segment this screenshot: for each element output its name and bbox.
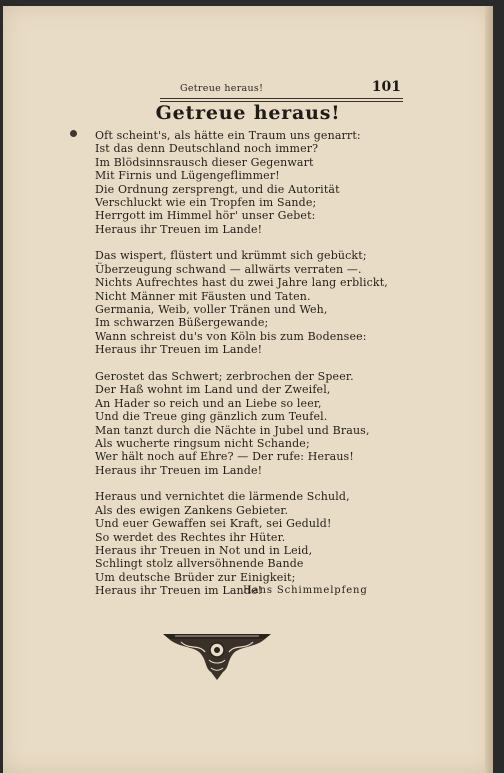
- verse-line: So werdet des Rechtes ihr Hüter.: [95, 530, 286, 544]
- verse-line: Und euer Gewaffen sei Kraft, sei Geduld!: [95, 517, 332, 531]
- page-header: [160, 79, 403, 98]
- verse-line: Und die Treue ging gänzlich zum Teufel.: [95, 410, 328, 424]
- verse-line: Schlingt stolz allversöhnende Bande: [95, 557, 304, 571]
- stanza: [95, 129, 425, 236]
- verse-line: Mit Firnis und Lügengeflimmer!: [95, 169, 280, 183]
- verse-line: Nichts Aufrechtes hast du zwei Jahre lang erblickt,: [95, 276, 388, 290]
- author-signature: Hans Schimmelpfeng: [243, 585, 368, 596]
- verse-line: Im Blödsinnsrausch dieser Gegenwart: [95, 155, 314, 169]
- verse-line: Das wispert, flüstert und krümmt sich gebückt;: [95, 249, 367, 263]
- verse-line: Als wucherte ringsum nicht Schande;: [95, 436, 310, 450]
- stanza: [95, 370, 425, 477]
- verse-line: Heraus ihr Treuen im Lande!: [95, 463, 263, 477]
- verse-line: Im schwarzen Büßergewande;: [95, 316, 269, 330]
- ink-blot: [70, 130, 77, 137]
- verse-line: Heraus ihr Treuen im Lande!: [95, 584, 263, 598]
- verse-line: Heraus und vernichtet die lärmende Schuld,: [95, 490, 350, 504]
- page-number: 101: [371, 79, 401, 95]
- verse-line: Ist das denn Deutschland noch immer?: [95, 142, 319, 156]
- header-rule: [160, 98, 403, 99]
- running-title: Getreue heraus!: [180, 83, 264, 94]
- verse-line: Um deutsche Brüder zur Einigkeit;: [95, 570, 296, 584]
- verse-line: Als des ewigen Zankens Gebieter.: [95, 503, 289, 517]
- book-page: [3, 6, 493, 773]
- verse-line: Man tanzt durch die Nächte in Jubel und Braus,: [95, 423, 370, 437]
- verse-line: An Hader so reich und an Liebe so leer,: [95, 396, 322, 410]
- verse-line: Oft scheint's, als hätte ein Traum uns genarrt:: [95, 129, 361, 142]
- verse-line: Verschluckt wie ein Tropfen im Sande;: [95, 196, 317, 210]
- verse-line: Nicht Männer mit Fäusten und Taten.: [95, 289, 311, 303]
- verse-line: Überzeugung schwand — allwärts verraten —.: [95, 262, 362, 276]
- verse-line: Wer hält noch auf Ehre? — Der rufe: Heraus!: [95, 450, 354, 464]
- verse-line: Heraus ihr Treuen in Not und in Leid,: [95, 543, 313, 557]
- stanza: [95, 249, 425, 356]
- verse-line: Gerostet das Schwert; zerbrochen der Speer.: [95, 369, 354, 383]
- verse-line: Herrgott im Himmel hör' unser Gebet:: [95, 209, 316, 223]
- floral-vignette-icon: [161, 628, 273, 684]
- poem-body: [95, 129, 425, 611]
- stanza: [95, 490, 425, 597]
- verse-line: Die Ordnung zersprengt, und die Autorität: [95, 182, 340, 196]
- verse-line: Heraus ihr Treuen im Lande!: [95, 343, 263, 357]
- verse-line: Wann schreist du's von Köln bis zum Bodensee:: [95, 329, 367, 343]
- verse-line: Germania, Weib, voller Tränen und Weh,: [95, 303, 328, 317]
- verse-line: Der Haß wohnt im Land und der Zweifel,: [95, 383, 331, 397]
- verse-line: Heraus ihr Treuen im Lande!: [95, 222, 263, 236]
- poem-title: Getreue heraus!: [155, 102, 341, 124]
